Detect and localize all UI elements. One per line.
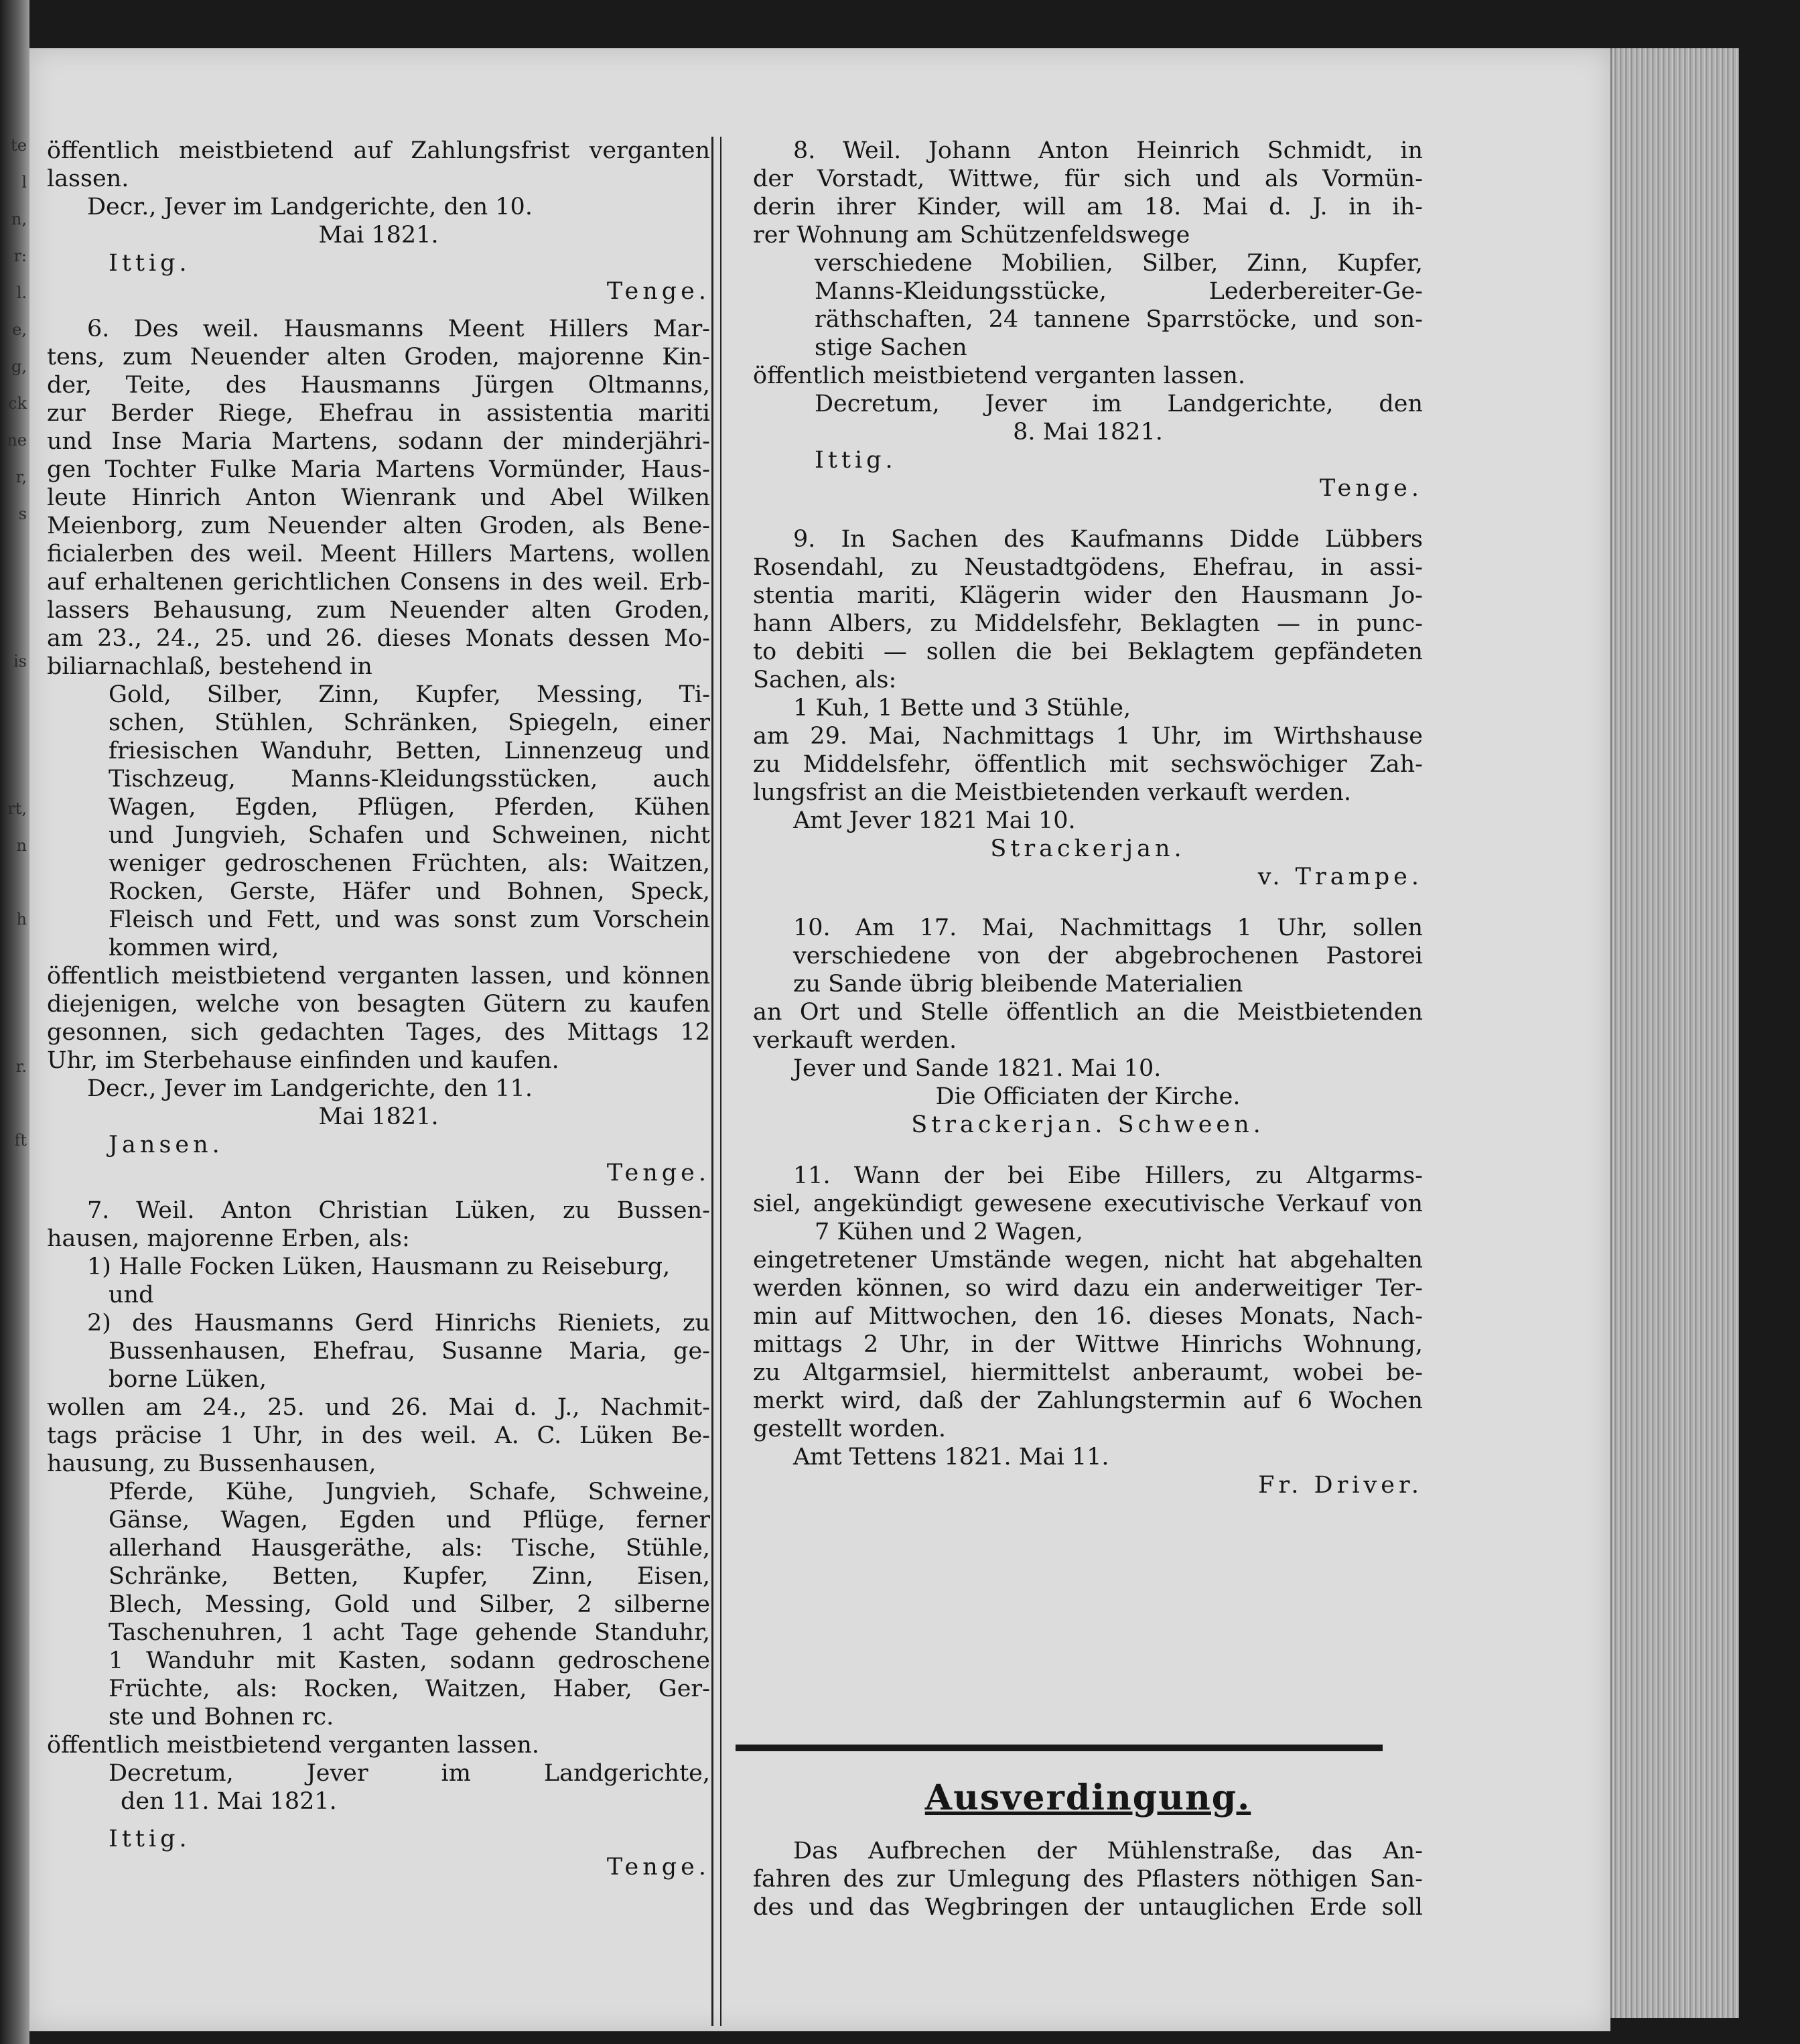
right-column-line xyxy=(753,891,1423,914)
left-column-line xyxy=(47,305,710,315)
right-column-line: Manns-Kleidungsstücke, Lederbereiter-Ge- xyxy=(815,278,1423,305)
section-body-line: Das Aufbrechen der Mühlenstraße, das An- xyxy=(793,1838,1423,1864)
left-column-line: Jansen. xyxy=(109,1132,224,1158)
right-column-line: merkt wird, daß der Zahlungstermin auf 6 Wochen xyxy=(753,1387,1423,1414)
right-column-line: Decretum, Jever im Landgerichte, den xyxy=(815,391,1423,417)
edge-fragment xyxy=(0,975,27,1012)
left-column-line: 1) Halle Focken Lüken, Hausmann zu Reiseburg, xyxy=(87,1253,671,1280)
right-column xyxy=(753,137,1423,1499)
left-column-line: Wagen, Egden, Pflügen, Pferden, Kühen xyxy=(109,794,710,821)
left-column-line: ste und Bohnen rc. xyxy=(109,1704,334,1730)
left-column-line: 2) des Hausmanns Gerd Hinrichs Rieniets, zu xyxy=(87,1310,710,1337)
edge-fragment xyxy=(0,717,27,754)
left-column-line: ficialerben des weil. Meent Hillers Martens, wollen xyxy=(47,541,710,567)
edge-fragment: e, xyxy=(12,320,27,339)
left-column-line: Tenge. xyxy=(606,1854,710,1881)
left-column-line: Ittig. xyxy=(109,250,191,277)
right-column-line: der Vorstadt, Wittwe, für sich und als Vormün- xyxy=(753,165,1423,192)
left-column-line: und Inse Maria Martens, sodann der minderjähri- xyxy=(47,428,710,455)
left-column-line: und Jungvieh, Schafen und Schweinen, nicht xyxy=(109,822,710,849)
left-column-line: tags präcise 1 Uhr, in des weil. A. C. Lüken Be- xyxy=(47,1422,710,1449)
edge-fragment: g, xyxy=(11,357,27,376)
right-column-line: Sachen, als: xyxy=(753,667,897,693)
left-column-line: leute Hinrich Anton Wienrank und Abel Wilken xyxy=(47,484,710,511)
left-column-line: Bussenhausen, Ehefrau, Susanne Maria, ge- xyxy=(109,1338,710,1365)
edge-fragment xyxy=(0,864,27,901)
left-column-line: Fleisch und Fett, und was sonst zum Vorschein xyxy=(109,906,710,933)
edge-fragment xyxy=(0,533,27,569)
edge-fragment: h xyxy=(16,910,27,929)
right-column-line: to debiti — sollen die bei Beklagtem gepfändeten xyxy=(753,638,1423,665)
right-column-line: rer Wohnung am Schützenfeldswege xyxy=(753,222,1190,249)
left-column-line: 7. Weil. Anton Christian Lüken, zu Bussen- xyxy=(87,1197,710,1224)
right-column-line: stentia mariti, Klägerin wider den Hausmann Jo- xyxy=(753,582,1423,609)
edge-fragment: l. xyxy=(16,283,27,302)
left-column-line: lassers Behausung, zum Neuender alten Groden, xyxy=(47,597,710,624)
left-column-line: 1 Wanduhr mit Kasten, sodann gedroschene xyxy=(109,1647,710,1674)
left-column-line: Gänse, Wagen, Egden und Pflüge, ferner xyxy=(109,1507,710,1534)
right-column-line: hann Albers, zu Middelsfehr, Beklagten — in punc- xyxy=(753,610,1423,637)
left-column-line: kommen wird, xyxy=(109,935,279,961)
edge-fragment: ne xyxy=(7,431,27,450)
right-column-line: eingetretener Umstände wegen, nicht hat abgehalten xyxy=(753,1247,1423,1274)
left-column-line: Tenge. xyxy=(606,1160,710,1186)
left-column-line: Decr., Jever im Landgerichte, den 11. xyxy=(87,1075,533,1102)
section-body-line: fahren des zur Umlegung des Pflasters nöthigen San- xyxy=(753,1866,1423,1893)
left-column xyxy=(47,137,710,1881)
right-column-line: Amt Jever 1821 Mai 10. xyxy=(793,807,1076,834)
left-column-line: biliarnachlaß, bestehend in xyxy=(47,653,372,680)
right-column-line: an Ort und Stelle öffentlich an die Meistbietenden xyxy=(753,999,1423,1026)
edge-fragment xyxy=(0,1085,27,1122)
left-column-line: allerhand Hausgeräthe, als: Tische, Stühle, xyxy=(109,1535,710,1562)
left-column-line: Uhr, im Sterbehause einfinden und kaufen. xyxy=(47,1047,559,1074)
edge-fragment xyxy=(0,1012,27,1048)
column-divider xyxy=(711,137,721,2026)
left-column-line: auf erhaltenen gerichtlichen Consens in des weil. Erb- xyxy=(47,569,710,596)
right-column-line: v. Trampe. xyxy=(1257,864,1423,890)
right-column-line: gestellt worden. xyxy=(753,1416,946,1442)
left-column-line: Meienborg, zum Neuender alten Groden, als Bene- xyxy=(47,513,710,539)
left-column-line: Mai 1821. xyxy=(318,222,439,249)
left-column-line: Decretum, Jever im Landgerichte, xyxy=(109,1760,710,1787)
right-column-line: verschiedene von der abgebrochenen Pastorei xyxy=(793,943,1423,969)
facing-page-text-fragments xyxy=(0,127,27,1199)
right-column-line: 8. Weil. Johann Anton Heinrich Schmidt, in xyxy=(793,137,1423,164)
left-column-line xyxy=(47,1187,710,1197)
edge-fragment: te xyxy=(11,136,27,155)
edge-fragment xyxy=(0,754,27,791)
right-column-line: mittags 2 Uhr, in der Wittwe Hinrichs Wohnung, xyxy=(753,1331,1423,1358)
left-column-line: zur Berder Riege, Ehefrau in assistentia mariti xyxy=(47,400,710,427)
edge-fragment: is xyxy=(13,652,27,671)
section-heading: Ausverdingung. xyxy=(924,1777,1251,1818)
right-column-line: stige Sachen xyxy=(815,334,967,361)
left-column-line: und xyxy=(109,1282,154,1308)
left-column-line: hausen, majorenne Erben, als: xyxy=(47,1225,410,1252)
right-column-line: Strackerjan. xyxy=(990,835,1186,862)
right-column-line: derin ihrer Kinder, will am 18. Mai d. J. in ih- xyxy=(753,194,1423,220)
right-column-line: Ittig. xyxy=(815,447,897,474)
edge-fragment: n xyxy=(16,836,27,855)
left-column-line: tens, zum Neuender alten Groden, majorenne Kin- xyxy=(47,344,710,370)
right-column-line: zu Middelsfehr, öffentlich mit sechswöchiger Zah- xyxy=(753,751,1423,778)
edge-fragment xyxy=(0,569,27,606)
left-column-line: öffentlich meistbietend auf Zahlungsfrist verganten xyxy=(47,137,710,164)
left-column-line: weniger gedroschenen Früchten, als: Waitzen, xyxy=(109,850,710,877)
right-column-line: am 29. Mai, Nachmittags 1 Uhr, im Wirthshause xyxy=(753,723,1423,750)
right-column-line: lungsfrist an die Meistbietenden verkauft werden. xyxy=(753,779,1351,806)
left-column-line: Tenge. xyxy=(606,278,710,305)
left-column-line: Früchte, als: Rocken, Waitzen, Haber, Ger- xyxy=(109,1676,710,1702)
left-column-line: Blech, Messing, Gold und Silber, 2 silberne xyxy=(109,1591,710,1618)
left-column-line: Taschenuhren, 1 acht Tage gehende Standuhr, xyxy=(109,1619,710,1646)
edge-fragment: r. xyxy=(15,1057,27,1076)
left-column-line: Mai 1821. xyxy=(318,1103,439,1130)
edge-fragment: r, xyxy=(15,468,27,486)
right-column-line: 9. In Sachen des Kaufmanns Didde Lübbers xyxy=(793,526,1423,553)
edge-fragment: s xyxy=(18,504,27,523)
left-column-line: friesischen Wanduhr, Betten, Linnenzeug und xyxy=(109,738,710,764)
right-column-line: verschiedene Mobilien, Silber, Zinn, Kupfer, xyxy=(815,250,1423,277)
left-column-line: borne Lüken, xyxy=(109,1366,267,1393)
right-column-line: zu Sande übrig bleibende Materialien xyxy=(793,971,1243,998)
left-column-line: öffentlich meistbietend verganten lassen. xyxy=(47,1732,540,1759)
edge-fragment: n, xyxy=(11,210,27,228)
right-column-line: zu Altgarmsiel, hiermittelst anberaumt, wobei be- xyxy=(753,1359,1423,1386)
right-column-line: min auf Mittwochen, den 16. dieses Monats, Nach- xyxy=(753,1303,1423,1330)
left-column-line: gesonnen, sich gedachten Tages, des Mittags 12 xyxy=(47,1019,710,1046)
left-column-line: Rocken, Gerste, Häfer und Bohnen, Speck, xyxy=(109,878,710,905)
right-column-line: 10. Am 17. Mai, Nachmittags 1 Uhr, sollen xyxy=(793,914,1423,941)
left-column-line: hausung, zu Bussenhausen, xyxy=(47,1450,376,1477)
left-column-line: Gold, Silber, Zinn, Kupfer, Messing, Ti- xyxy=(109,681,710,708)
edge-fragment: l xyxy=(21,173,27,192)
right-column-line: 8. Mai 1821. xyxy=(1013,419,1163,446)
right-column-line: Fr. Driver. xyxy=(1258,1472,1423,1499)
right-column-line: werden können, so wird dazu ein anderweitiger Ter- xyxy=(753,1275,1423,1302)
right-column-line xyxy=(753,502,1423,525)
right-column-line: Tenge. xyxy=(1319,475,1423,502)
left-column-line: lassen. xyxy=(47,165,129,192)
right-column-line: Rosendahl, zu Neustadtgödens, Ehefrau, in assi- xyxy=(753,554,1423,581)
edge-fragment: r: xyxy=(13,247,27,265)
section-body-line: des und das Wegbringen der untauglichen Erde soll xyxy=(753,1894,1423,1921)
left-column-line: der, Teite, des Hausmanns Jürgen Oltmanns, xyxy=(47,372,710,399)
left-column-line: Tischzeug, Manns-Kleidungsstücken, auch xyxy=(109,766,710,793)
left-column-line: wollen am 24., 25. und 26. Mai d. J., Nachmit- xyxy=(47,1394,710,1421)
left-column-line: den 11. Mai 1821. xyxy=(121,1788,337,1815)
right-column-line: 11. Wann der bei Eibe Hillers, zu Altgarms- xyxy=(793,1162,1423,1189)
edge-fragment xyxy=(0,680,27,717)
left-column-line: am 23., 24., 25. und 26. dieses Monats dessen Mo- xyxy=(47,625,710,652)
section-rule xyxy=(736,1745,1383,1751)
edge-fragment: ft xyxy=(14,1131,27,1150)
right-column-line: Amt Tettens 1821. Mai 11. xyxy=(793,1444,1109,1471)
left-column-line: Ittig. xyxy=(109,1826,191,1852)
section-body xyxy=(753,1837,1423,1921)
right-column-line: öffentlich meistbietend verganten lassen. xyxy=(753,362,1246,389)
edge-fragment: rt, xyxy=(7,799,27,818)
right-column-line: Jever und Sande 1821. Mai 10. xyxy=(793,1055,1162,1082)
book-page-edges xyxy=(1610,48,1739,2018)
left-column-line: Pferde, Kühe, Jungvieh, Schafe, Schweine, xyxy=(109,1479,710,1505)
left-column-line: schen, Stühlen, Schränken, Spiegeln, einer xyxy=(109,709,710,736)
right-column-line xyxy=(753,1139,1423,1162)
right-column-line: Die Officiaten der Kirche. xyxy=(935,1083,1241,1110)
left-column-line xyxy=(47,1816,710,1825)
edge-fragment xyxy=(0,606,27,643)
edge-fragment xyxy=(0,938,27,975)
left-column-line: 6. Des weil. Hausmanns Meent Hillers Mar- xyxy=(87,316,710,342)
left-column-line: gen Tochter Fulke Maria Martens Vormünder, Haus- xyxy=(47,456,710,483)
right-column-line: verkauft werden. xyxy=(753,1027,957,1054)
right-column-line: Strackerjan. Schween. xyxy=(911,1111,1265,1138)
edge-fragment: ck xyxy=(8,394,27,413)
ausverdingung-section xyxy=(753,1777,1423,1921)
left-column-line: öffentlich meistbietend verganten lassen, und können xyxy=(47,963,710,990)
left-column-line: diejenigen, welche von besagten Gütern zu kaufen xyxy=(47,991,710,1018)
right-column-line: 7 Kühen und 2 Wagen, xyxy=(815,1219,1083,1245)
right-column-line: räthschaften, 24 tannene Sparrstöcke, und son- xyxy=(815,306,1423,333)
book-page xyxy=(29,48,1610,2031)
left-column-line: Decr., Jever im Landgerichte, den 10. xyxy=(87,194,533,220)
right-column-line: 1 Kuh, 1 Bette und 3 Stühle, xyxy=(793,695,1131,722)
right-column-line: siel, angekündigt gewesene executivische Verkauf von xyxy=(753,1190,1423,1217)
left-column-line: Schränke, Betten, Kupfer, Zinn, Eisen, xyxy=(109,1563,710,1590)
